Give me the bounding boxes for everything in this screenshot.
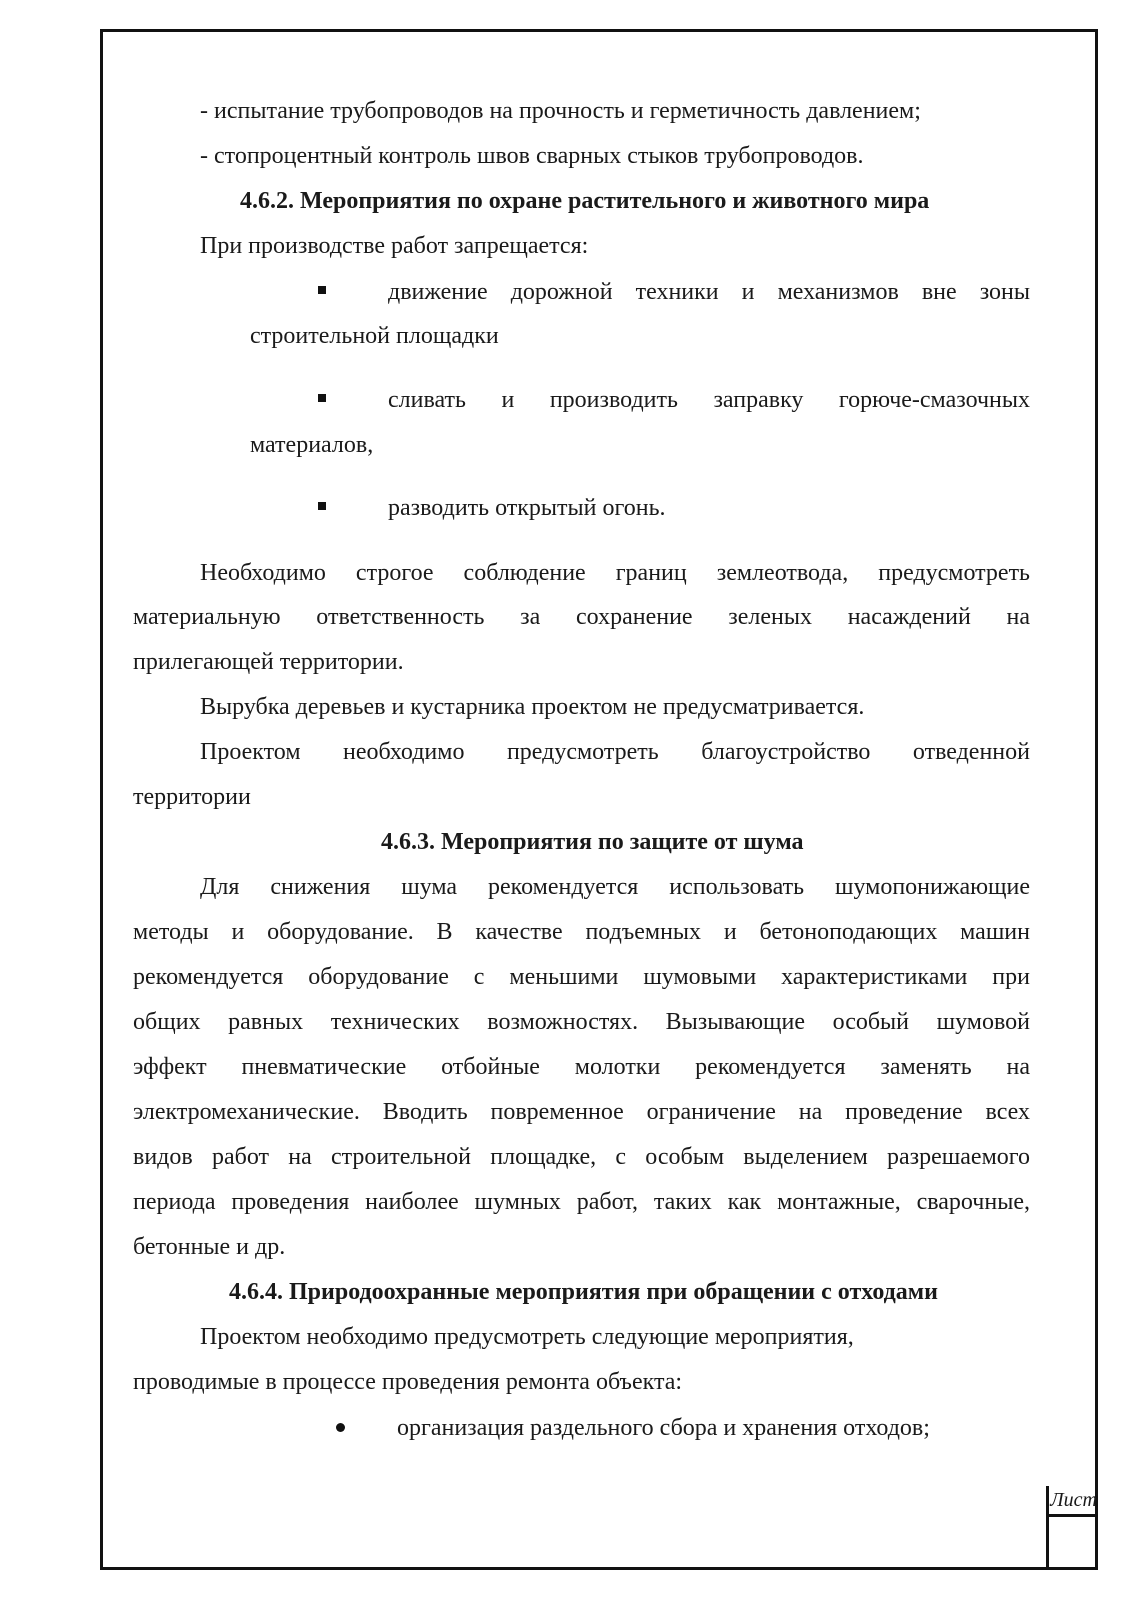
paragraph-line: периода проведения наиболее шумных работ, таких как монтажные, сварочные, xyxy=(133,1189,1030,1215)
paragraph-line: общих равных технических возможностях. Вызывающие особый шумовой xyxy=(133,1009,1030,1035)
list-item-text: сливать и производить заправку горюче-смазочных xyxy=(388,387,1030,413)
paragraph-line: Для снижения шума рекомендуется использовать шумопонижающие xyxy=(200,874,1030,900)
list-item-text: строительной площадки xyxy=(250,323,499,349)
list-item-text: разводить открытый огонь. xyxy=(388,495,666,521)
paragraph-line: прилегающей территории. xyxy=(133,649,404,675)
square-bullet-icon xyxy=(318,286,326,294)
list-item-text: материалов, xyxy=(250,432,374,458)
paragraph-line: Проектом необходимо предусмотреть благоустройство отведенной xyxy=(200,739,1030,765)
text-line: При производстве работ запрещается: xyxy=(200,233,589,259)
paragraph-line: материальную ответственность за сохранение зеленых насаждений на xyxy=(133,604,1030,630)
paragraph-line: бетонные и др. xyxy=(133,1234,286,1260)
square-bullet-icon xyxy=(318,394,326,402)
paragraph-line: Вырубка деревьев и кустарника проектом не предусматривается. xyxy=(200,694,865,720)
paragraph-line: электромеханические. Вводить повременное ограничение на проведение всех xyxy=(133,1099,1030,1125)
list-item-text: организация раздельного сбора и хранения отходов; xyxy=(397,1415,930,1441)
title-block-stamp xyxy=(1046,1486,1098,1570)
section-heading: 4.6.3. Мероприятия по защите от шума xyxy=(381,829,804,855)
text-line: - стопроцентный контроль швов сварных стыков трубопроводов. xyxy=(200,143,864,169)
paragraph-line: проводимые в процессе проведения ремонта объекта: xyxy=(133,1369,683,1395)
square-bullet-icon xyxy=(318,502,326,510)
round-bullet-icon xyxy=(336,1423,345,1432)
paragraph-line: эффект пневматические отбойные молотки рекомендуется заменять на xyxy=(133,1054,1030,1080)
list-item-text: движение дорожной техники и механизмов вне зоны xyxy=(388,279,1030,305)
paragraph-line: территории xyxy=(133,784,251,810)
paragraph-line: рекомендуется оборудование с меньшими шумовыми характеристиками при xyxy=(133,964,1030,990)
section-heading: 4.6.2. Мероприятия по охране растительного и животного мира xyxy=(240,188,930,214)
sheet-label: Лист xyxy=(1049,1486,1098,1517)
text-line: - испытание трубопроводов на прочность и герметичность давлением; xyxy=(200,98,921,124)
paragraph-line: Необходимо строгое соблюдение границ землеотвода, предусмотреть xyxy=(200,560,1030,586)
paragraph-line: Проектом необходимо предусмотреть следующие мероприятия, xyxy=(200,1324,854,1350)
paragraph-line: видов работ на строительной площадке, с особым выделением разрешаемого xyxy=(133,1144,1030,1170)
paragraph-line: методы и оборудование. В качестве подъемных и бетоноподающих машин xyxy=(133,919,1030,945)
section-heading: 4.6.4. Природоохранные мероприятия при обращении с отходами xyxy=(229,1279,938,1305)
